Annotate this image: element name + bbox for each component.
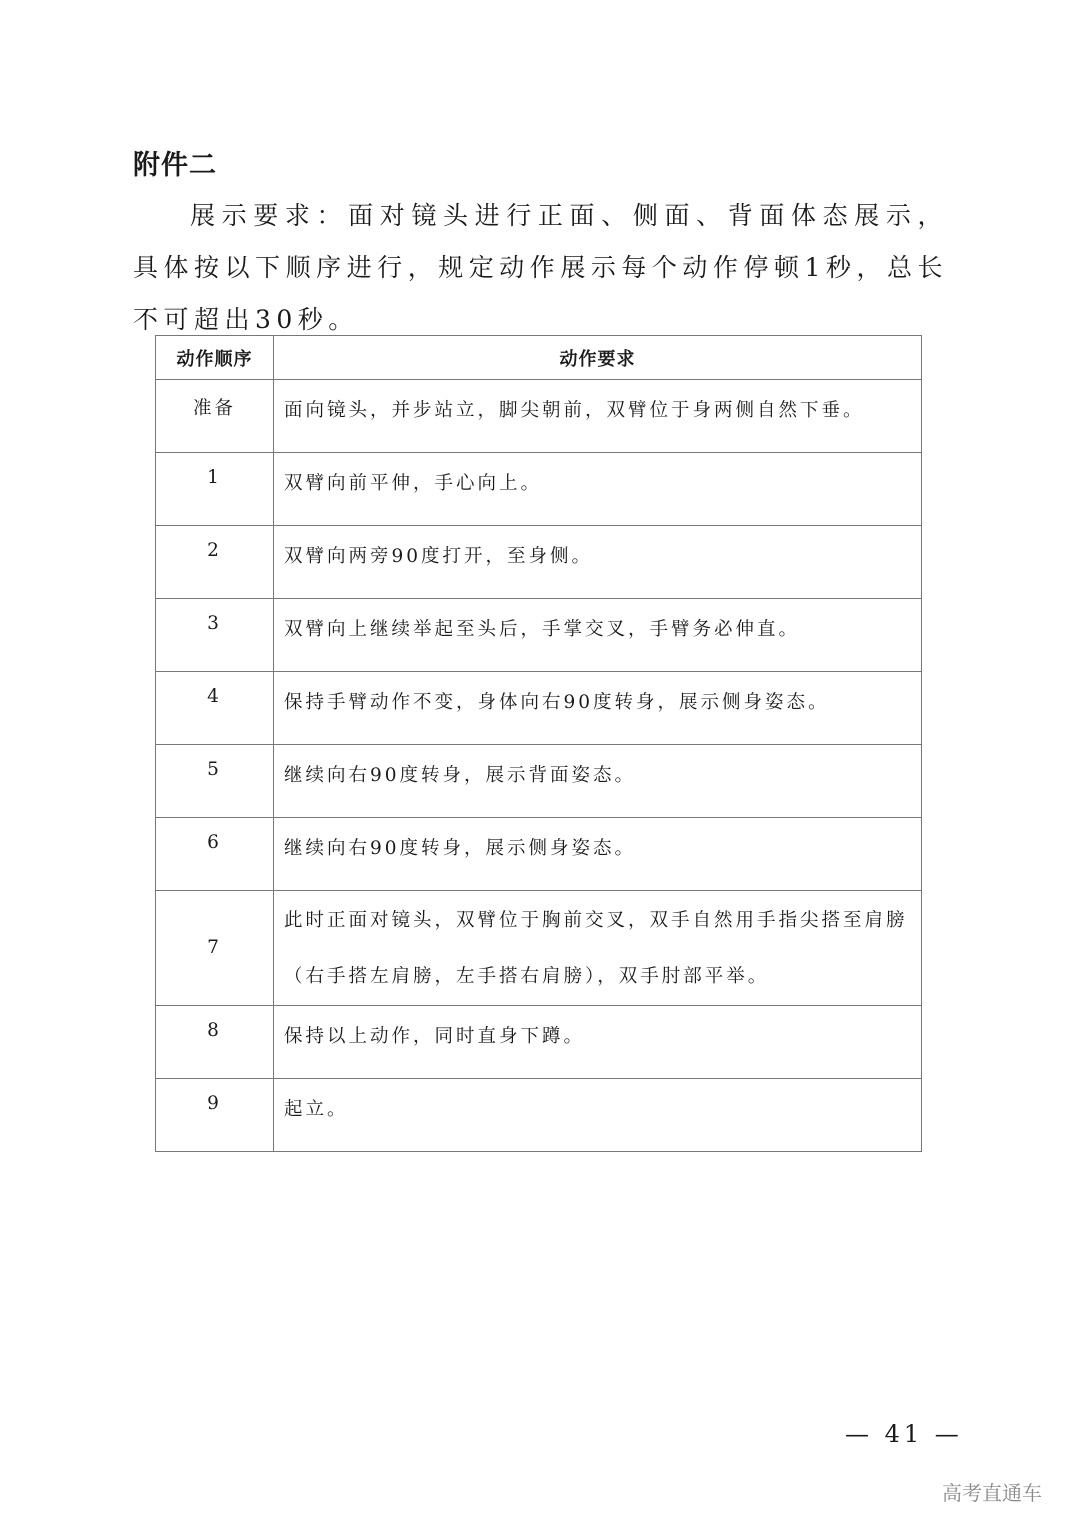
table-row <box>156 599 922 672</box>
header-requirement: 动作要求 <box>274 336 922 380</box>
table-row <box>156 380 922 453</box>
watermark: 高考直通车 <box>942 1481 1042 1505</box>
requirement-cell: 此时正面对镜头，双臂位于胸前交叉，双手自然用手指尖搭至肩膀（右手搭左肩膀，左手搭右肩膀），双手肘部平举。 <box>274 891 922 1006</box>
requirement-cell: 双臂向上继续举起至头后，手掌交叉，手臂务必伸直。 <box>274 599 922 672</box>
table-row <box>156 1079 922 1152</box>
requirement-cell: 保持手臂动作不变，身体向右90度转身，展示侧身姿态。 <box>274 672 922 745</box>
order-cell: 9 <box>156 1079 274 1152</box>
requirement-cell: 面向镜头，并步站立，脚尖朝前，双臂位于身两侧自然下垂。 <box>274 380 922 453</box>
requirement-cell: 保持以上动作，同时直身下蹲。 <box>274 1006 922 1079</box>
table-row <box>156 526 922 599</box>
table-row <box>156 745 922 818</box>
requirement-cell: 起立。 <box>274 1079 922 1152</box>
table-row <box>156 818 922 891</box>
order-cell: 5 <box>156 745 274 818</box>
table-header-row <box>156 336 922 380</box>
order-cell: 4 <box>156 672 274 745</box>
page-number: — 41 — <box>845 1420 963 1448</box>
order-cell: 6 <box>156 818 274 891</box>
order-cell: 7 <box>156 891 274 1006</box>
order-cell: 1 <box>156 453 274 526</box>
order-cell: 3 <box>156 599 274 672</box>
page-title: 附件二 <box>133 150 217 181</box>
action-table <box>155 335 922 1152</box>
order-cell: 准备 <box>156 380 274 453</box>
table-row <box>156 453 922 526</box>
order-cell: 8 <box>156 1006 274 1079</box>
table-row <box>156 672 922 745</box>
table-row <box>156 1006 922 1079</box>
requirement-cell: 继续向右90度转身，展示背面姿态。 <box>274 745 922 818</box>
header-order: 动作顺序 <box>156 336 274 380</box>
order-cell: 2 <box>156 526 274 599</box>
requirement-cell: 双臂向两旁90度打开，至身侧。 <box>274 526 922 599</box>
intro-paragraph: 展示要求：面对镜头进行正面、侧面、背面体态展示，具体按以下顺序进行，规定动作展示每个动作停顿1秒，总长不可超出30秒。 <box>133 201 948 334</box>
requirement-cell: 继续向右90度转身，展示侧身姿态。 <box>274 818 922 891</box>
requirement-cell: 双臂向前平伸，手心向上。 <box>274 453 922 526</box>
table-row <box>156 891 922 1006</box>
